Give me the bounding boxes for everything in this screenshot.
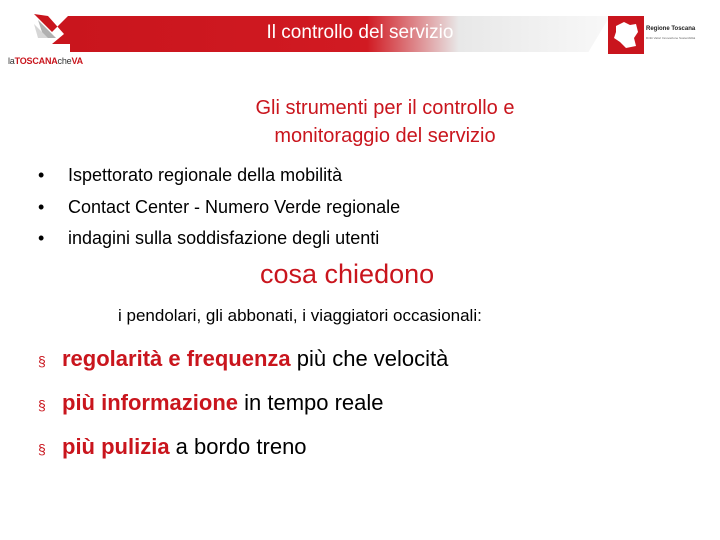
square-bullet-icon: § xyxy=(38,441,46,457)
list-item-text: a bordo treno xyxy=(169,434,307,459)
list-item xyxy=(38,160,678,192)
requests-list xyxy=(38,338,698,470)
list-item xyxy=(38,338,698,382)
region-name: Regione Toscana xyxy=(646,26,696,32)
subtitle xyxy=(150,94,620,150)
list-item xyxy=(38,192,678,224)
list-item xyxy=(38,426,698,470)
square-bullet-icon: § xyxy=(38,353,46,369)
subtitle-line: Gli strumenti per il controllo e xyxy=(255,97,515,119)
list-item-text: in tempo reale xyxy=(238,390,384,415)
list-item-text: Contact Center - Numero Verde regionale xyxy=(68,196,401,217)
intro-text: i pendolari, gli abbonati, i viaggiatori occasionali: xyxy=(118,306,482,325)
section-heading: cosa chiedono xyxy=(260,259,435,289)
brand-wordmark: laTOSCANAcheVA xyxy=(8,56,83,66)
highlight-text: più pulizia xyxy=(62,434,170,459)
bullet-icon: • xyxy=(38,165,45,185)
highlight-text: regolarità e frequenza xyxy=(62,346,291,371)
highlight-text: più informazione xyxy=(62,390,238,415)
bullet-list xyxy=(38,160,678,255)
bullet-icon: • xyxy=(38,196,45,217)
region-subtitle: Diritti Valori Innovazione Sostenibilità xyxy=(646,36,696,40)
list-item xyxy=(38,382,698,426)
list-item xyxy=(38,223,678,255)
bullet-icon: • xyxy=(38,228,45,248)
list-item-text: più che velocità xyxy=(290,346,449,371)
list-item-text: Ispettorato regionale della mobilità xyxy=(68,165,343,185)
tuscany-map-icon xyxy=(608,16,644,54)
subtitle-line: monitoraggio del servizio xyxy=(274,125,496,147)
square-bullet-icon: § xyxy=(38,397,46,413)
list-item-text: indagini sulla soddisfazione degli utenti xyxy=(68,228,380,248)
page-title: Il controllo del servizio xyxy=(266,22,454,43)
